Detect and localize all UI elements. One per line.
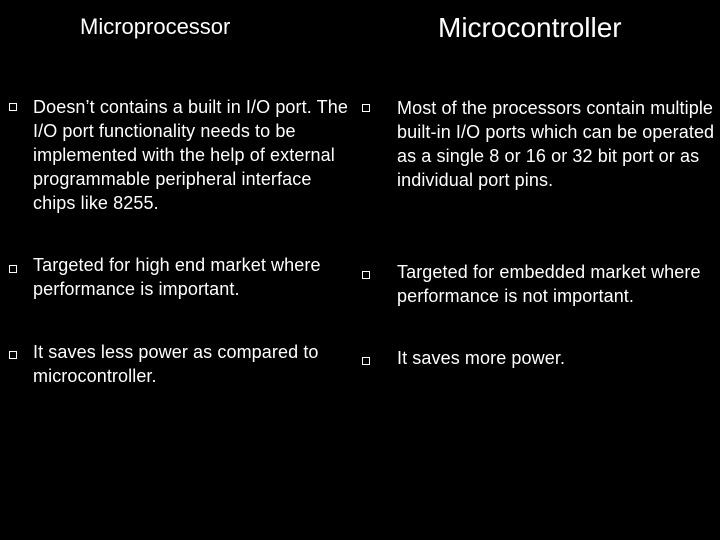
microcontroller-point-2: Targeted for embedded market where performance is not important. [397,262,701,306]
microcontroller-point-3: It saves more power. [397,348,566,368]
square-bullet-icon [9,265,17,273]
microprocessor-point-1: Doesn’t contains a built in I/O port. The I/O port functionality needs to be implemented with the help of external programmable peripheral interface chips like 8255. [33,97,348,213]
microcontroller-heading: Microcontroller [438,12,622,43]
square-bullet-icon [362,271,370,279]
square-bullet-icon [9,351,17,359]
square-bullet-icon [362,104,370,112]
microcontroller-point-1: Most of the processors contain multiple built-in I/O ports which can be operated as a single 8 or 16 or 32 bit port or as individual port pins. [397,98,715,190]
square-bullet-icon [362,357,370,365]
microprocessor-point-3: It saves less power as compared to microcontroller. [33,342,319,386]
square-bullet-icon [9,103,17,111]
microprocessor-point-2: Targeted for high end market where performance is important. [33,255,321,299]
microprocessor-heading: Microprocessor [80,14,231,39]
